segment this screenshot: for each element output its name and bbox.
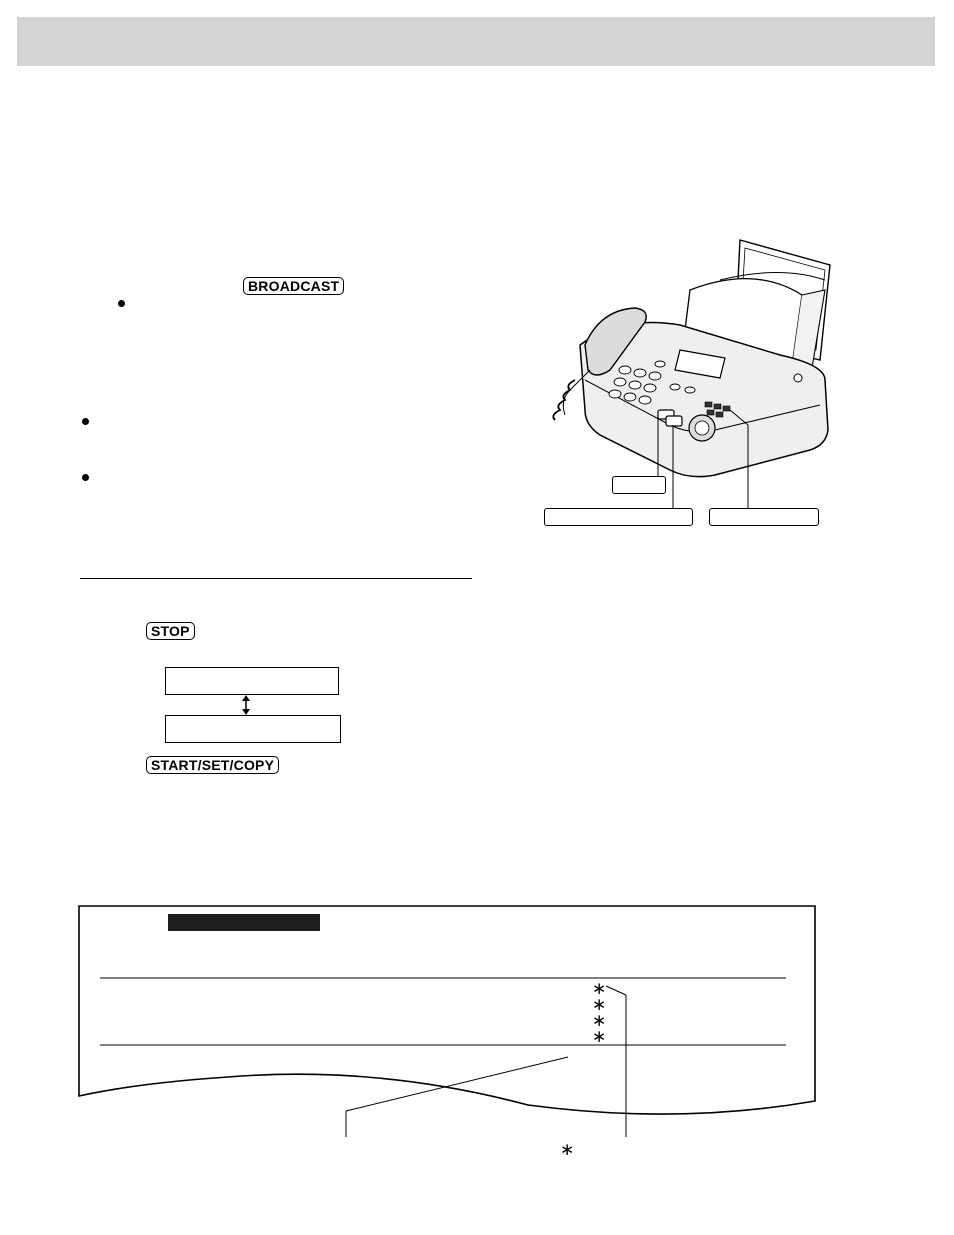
bullet-2: [82, 418, 89, 425]
broadcast-key: BROADCAST: [243, 277, 344, 295]
start-set-copy-key: START/SET/COPY: [146, 756, 279, 774]
lcd-display-bottom: [165, 715, 341, 743]
section-divider: [80, 578, 472, 579]
report-note-asterisk: ∗: [560, 1140, 575, 1160]
report-asterisk-4: ∗: [592, 1027, 607, 1047]
report-asterisk-3: ∗: [592, 1011, 607, 1031]
report-asterisk-1: ∗: [592, 979, 607, 999]
bullet-3: [82, 474, 89, 481]
section-header-bar: [17, 17, 935, 66]
fax-machine-illustration: [540, 230, 840, 530]
bullet-1: [118, 300, 125, 307]
report-asterisk-2: ∗: [592, 995, 607, 1015]
callout-broadcast: [709, 508, 819, 526]
report-sheet-illustration: [78, 905, 818, 1145]
callout-start-set-copy: [544, 508, 693, 526]
callout-stop: [612, 476, 666, 494]
lcd-display-top: [165, 667, 339, 695]
up-down-arrow-icon: [240, 695, 252, 715]
stop-key: STOP: [146, 622, 195, 640]
